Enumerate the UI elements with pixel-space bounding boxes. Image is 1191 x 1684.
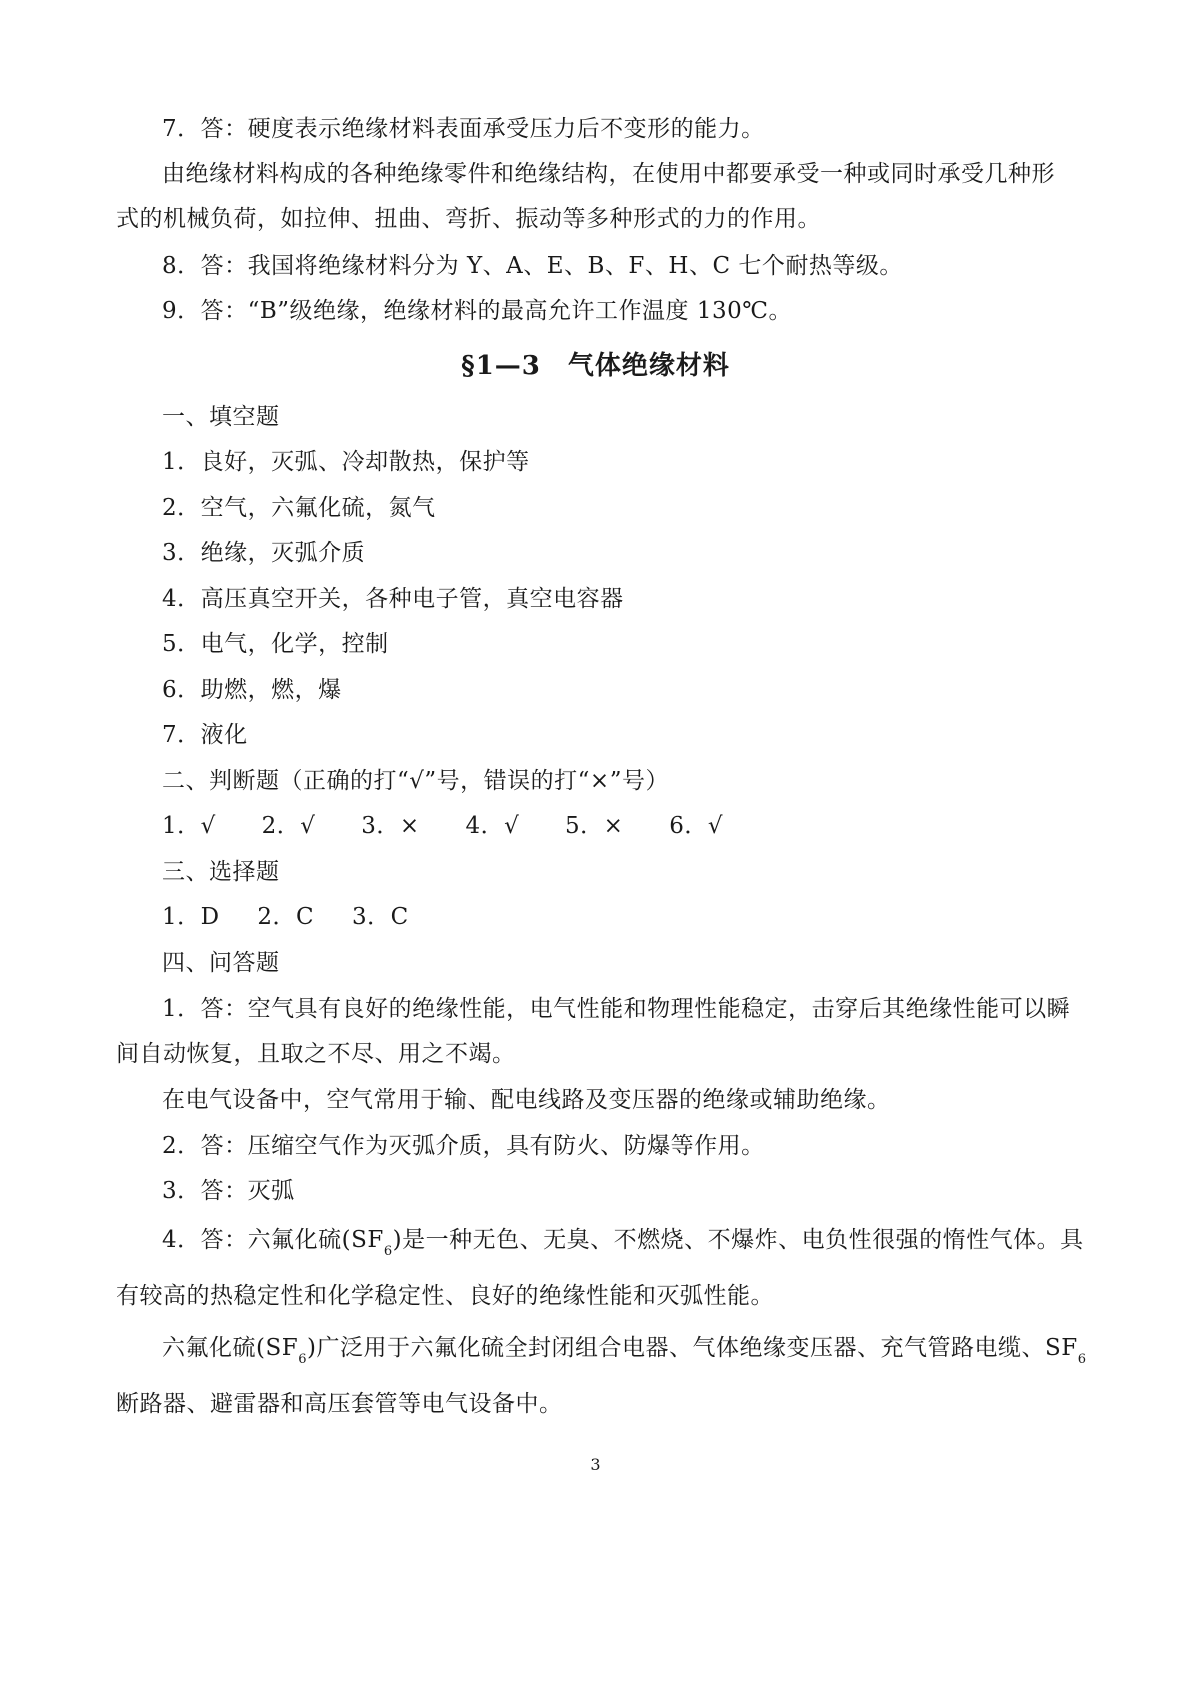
prev-q7-extra-line1: 由绝缘材料构成的各种绝缘零件和绝缘结构，在使用中都要承受一种或同时承受几种形: [162, 161, 1055, 187]
fill-blank-item: 6．助燃，燃，爆: [162, 677, 342, 703]
choice-heading: 三、选择题: [162, 859, 280, 885]
subscript-6: 6: [1077, 1352, 1087, 1367]
choice-item: 2．C: [257, 904, 315, 930]
qa-answer-4-line1: [162, 1225, 1084, 1259]
subscript-6: 6: [383, 1244, 393, 1259]
prev-q9-answer: 9．答：“B”级绝缘，绝缘材料的最高允许工作温度 130℃。: [162, 298, 792, 324]
qa-answer-1-line3: 在电气设备中，空气常用于输、配电线路及变压器的绝缘或辅助绝缘。: [162, 1087, 891, 1113]
qa-answer-2: 2．答：压缩空气作为灭弧介质，具有防火、防爆等作用。: [162, 1133, 765, 1159]
qa-answer-4-line2: 有较高的热稳定性和化学稳定性、良好的绝缘性能和灭弧性能。: [116, 1283, 774, 1309]
qa-answer-4-line3-pre: 六氟化硫(SF: [162, 1335, 299, 1361]
section-title: §1—3 气体绝缘材料: [461, 351, 730, 381]
true-false-item: 2．√: [261, 813, 316, 839]
fill-blank-heading: 一、填空题: [162, 404, 280, 430]
fill-blank-item: 2．空气，六氟化硫，氮气: [162, 495, 436, 521]
qa-answer-4-line3: [162, 1333, 1086, 1367]
prev-q8-answer: 8．答：我国将绝缘材料分为 Y、A、E、B、F、H、C 七个耐热等级。: [162, 253, 903, 279]
qa-answer-4-line1-post: )是一种无色、无臭、不燃烧、不爆炸、电负性很强的惰性气体。具: [392, 1227, 1084, 1253]
true-false-item: 4．√: [465, 813, 520, 839]
true-false-item: 1．√: [162, 813, 216, 839]
qa-answer-4-line4: 断路器、避雷器和高压套管等电气设备中。: [116, 1391, 563, 1417]
fill-blank-item: 1．良好，灭弧、冷却散热，保护等: [162, 449, 530, 475]
page-number: 3: [590, 1455, 601, 1474]
qa-heading: 四、问答题: [162, 950, 280, 976]
true-false-answers: [162, 811, 761, 841]
prev-q7-extra-line2: 式的机械负荷，如拉伸、扭曲、弯折、振动等多种形式的力的作用。: [116, 206, 821, 232]
qa-answer-3: 3．答：灭弧: [162, 1178, 295, 1204]
prev-q7-answer: 7．答：硬度表示绝缘材料表面承受压力后不变形的能力。: [162, 116, 765, 142]
qa-answer-4-line1-pre: 4．答：六氟化硫(SF: [162, 1227, 384, 1253]
fill-blank-item: 7．液化: [162, 722, 248, 748]
fill-blank-item: 3．绝缘，灭弧介质: [162, 540, 366, 566]
qa-answer-4-line3-mid: )广泛用于六氟化硫全封闭组合电器、气体绝缘变压器、充气管路电缆、SF: [306, 1335, 1078, 1361]
true-false-item: 6．√: [669, 813, 724, 839]
choice-item: 3．C: [351, 904, 409, 930]
fill-blank-item: 4．高压真空开关，各种电子管，真空电容器: [162, 586, 624, 612]
true-false-item: 5．×: [565, 813, 624, 839]
fill-blank-item: 5．电气，化学，控制: [162, 631, 389, 657]
true-false-item: 3．×: [361, 813, 420, 839]
subscript-6: 6: [298, 1352, 307, 1367]
choice-answers: [162, 902, 439, 932]
qa-answer-1-line1: 1．答：空气具有良好的绝缘性能，电气性能和物理性能稳定，击穿后其绝缘性能可以瞬: [162, 996, 1071, 1022]
qa-answer-1-line2: 间自动恢复，且取之不尽、用之不竭。: [116, 1041, 516, 1067]
choice-item: 1．D: [162, 904, 220, 930]
true-false-heading: 二、判断题（正确的打“√”号，错误的打“×”号）: [162, 768, 669, 794]
